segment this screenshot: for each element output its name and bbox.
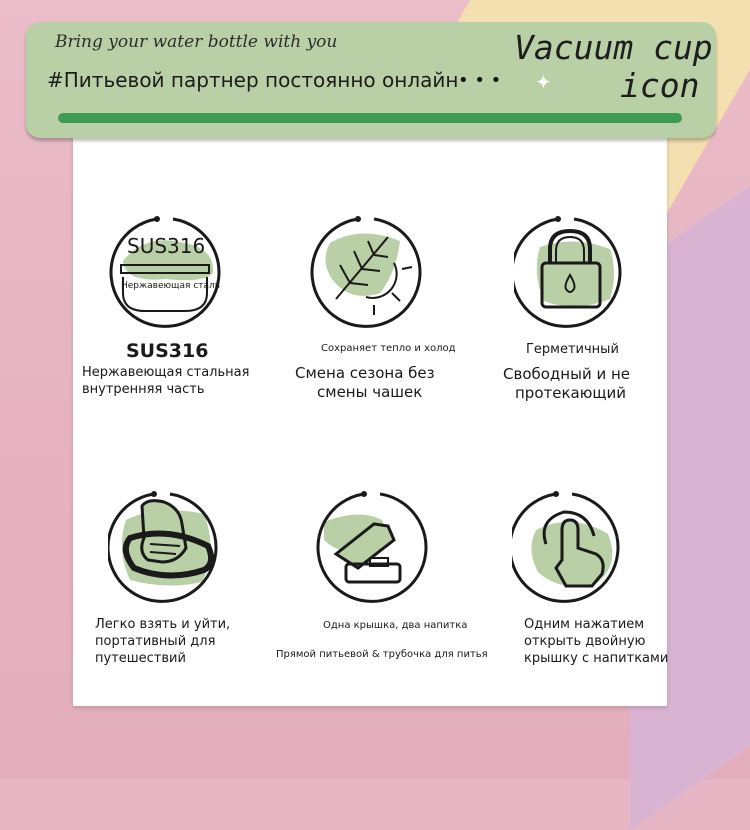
press-button-icon (512, 490, 632, 610)
page-title-line1: Vacuum cup (514, 28, 713, 67)
page-title-line2: icon (620, 66, 700, 105)
feature-3-line2: протекающий (515, 384, 626, 402)
decorative-dots: • • • (458, 70, 502, 91)
feature-6-line3: крышку с напитками (524, 651, 669, 666)
feature-1-title: SUS316 (126, 340, 209, 362)
feature-1-line2: внутренняя часть (82, 382, 205, 397)
feature-2-line1: Смена сезона без (295, 364, 435, 382)
banner-bar (58, 113, 682, 123)
hand-grip-icon (108, 490, 228, 610)
tagline: Bring your water bottle with you (55, 32, 338, 52)
feature-6-line1: Одним нажатием (524, 617, 645, 632)
feature-6-line2: открыть двойную (524, 634, 646, 649)
feature-4-line1: Легко взять и уйти, (95, 617, 231, 632)
lock-icon (514, 213, 634, 333)
feature-5-small2: Прямой питьевой & трубочка для питья (276, 649, 488, 660)
lid-icon (310, 490, 430, 610)
feature-2-line2: смены чашек (317, 383, 423, 401)
steel-icon-caption: Нержавеющая сталь (121, 281, 221, 291)
feature-1-line1: Нержавеющая стальная (82, 365, 250, 380)
feature-3-small: Герметичный (526, 342, 619, 357)
feature-4-line2: портативный для (95, 634, 216, 649)
feature-4-line3: путешествий (95, 651, 186, 666)
feature-5-small1: Одна крышка, два напитка (323, 620, 468, 631)
feature-2-small: Сохраняет тепло и холод (321, 343, 456, 354)
headline: #Питьевой партнер постоянно онлайн (47, 68, 459, 92)
feature-3-line1: Свободный и не (503, 365, 631, 383)
steel-icon-text: SUS316 (127, 234, 206, 258)
snowflake-sun-icon (310, 213, 430, 333)
sparkle-icon: ✦ (535, 70, 552, 94)
steel-icon (105, 213, 225, 333)
